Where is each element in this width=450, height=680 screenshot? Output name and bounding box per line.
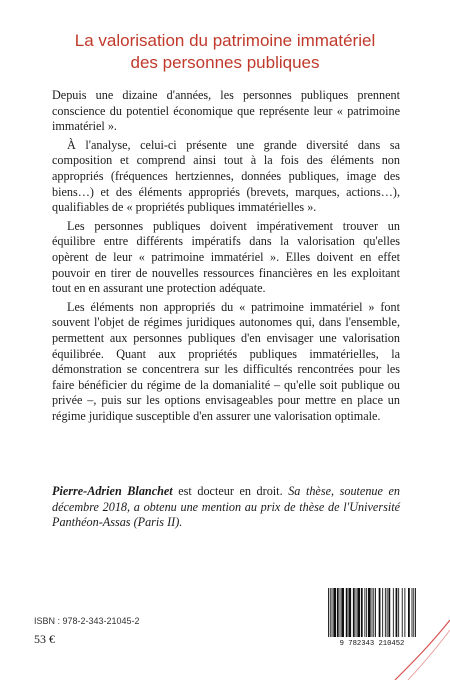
author-bio xyxy=(52,484,400,531)
book-title-line-1: La valorisation du patrimoine immatériel xyxy=(74,31,376,50)
author-role: est docteur en droit. xyxy=(172,484,289,498)
summary-paragraph-2: À l'analyse, celui-ci présente une grande diversité dans sa composition et comprend ainsi tout à la fois des éléments non appropriés (fréquences hertziennes, données publiques, image des biens…) et des éléments appropriés (brevets, marques, actions…), qualifiables de « propriétés publiques immatérielles ». xyxy=(52,137,400,215)
decorative-swoosh xyxy=(360,600,450,680)
barcode-bar xyxy=(353,588,355,637)
barcode-bar xyxy=(348,588,351,637)
summary-paragraph-3: Les personnes publiques doivent impérativement trouver un équilibre entre différents impératifs dans la valorisation qu'elles opèrent de leur « patrimoine immatériel ». Elles doivent en effet pouvoir en tirer de nouvelles ressources financières en les exploitant tout en en assurant une protection adéquate. xyxy=(52,218,400,296)
barcode-bar xyxy=(328,588,329,637)
book-title xyxy=(20,30,430,74)
barcode-bar xyxy=(330,588,331,637)
barcode-bar xyxy=(337,588,339,637)
summary-paragraph-1: Depuis une dizaine d'années, les personnes publiques prennent conscience du potentiel économique que représente leur « patrimoine immatériel ». xyxy=(52,88,400,134)
book-title-line-2: des personnes publiques xyxy=(130,53,320,72)
summary-paragraph-4: Les éléments non appropriés du « patrimoine immatériel » font souvent l'objet de régimes juridiques autonomes qui, dans l'ensemble, permettent aux personnes publiques d'en envisager une valorisation équilibrée. Quant aux propriétés publiques immatérielles, la démonstration se concentrera sur les difficultés rencontrées pour les faire bénéficier du régime de la domanialité – qu'elle soit publique ou privée –, puis sur les options envisageables pour mettre en place un régime juridique susceptible d'en assurer une valorisation optimale. xyxy=(52,299,400,423)
author-name: Pierre-Adrien Blanchet xyxy=(52,484,173,498)
barcode-bar xyxy=(340,588,341,637)
barcode-digits: 9 782343 210452 xyxy=(339,640,405,648)
author-thesis: Sa thèse, soutenue en décembre 2018, a obtenu une mention au prix de thèse de l'Université Panthéon-Assas (Paris II). xyxy=(52,484,400,530)
barcode-bar xyxy=(333,588,336,637)
price-label: 53 € xyxy=(34,632,55,646)
back-cover-summary xyxy=(52,88,400,427)
barcode-bar xyxy=(356,588,357,637)
barcode-bar xyxy=(341,588,344,637)
barcode-bar xyxy=(332,588,333,637)
barcode-bar xyxy=(346,588,348,637)
isbn-label: ISBN : 978-2-343-21045-2 xyxy=(34,616,140,626)
